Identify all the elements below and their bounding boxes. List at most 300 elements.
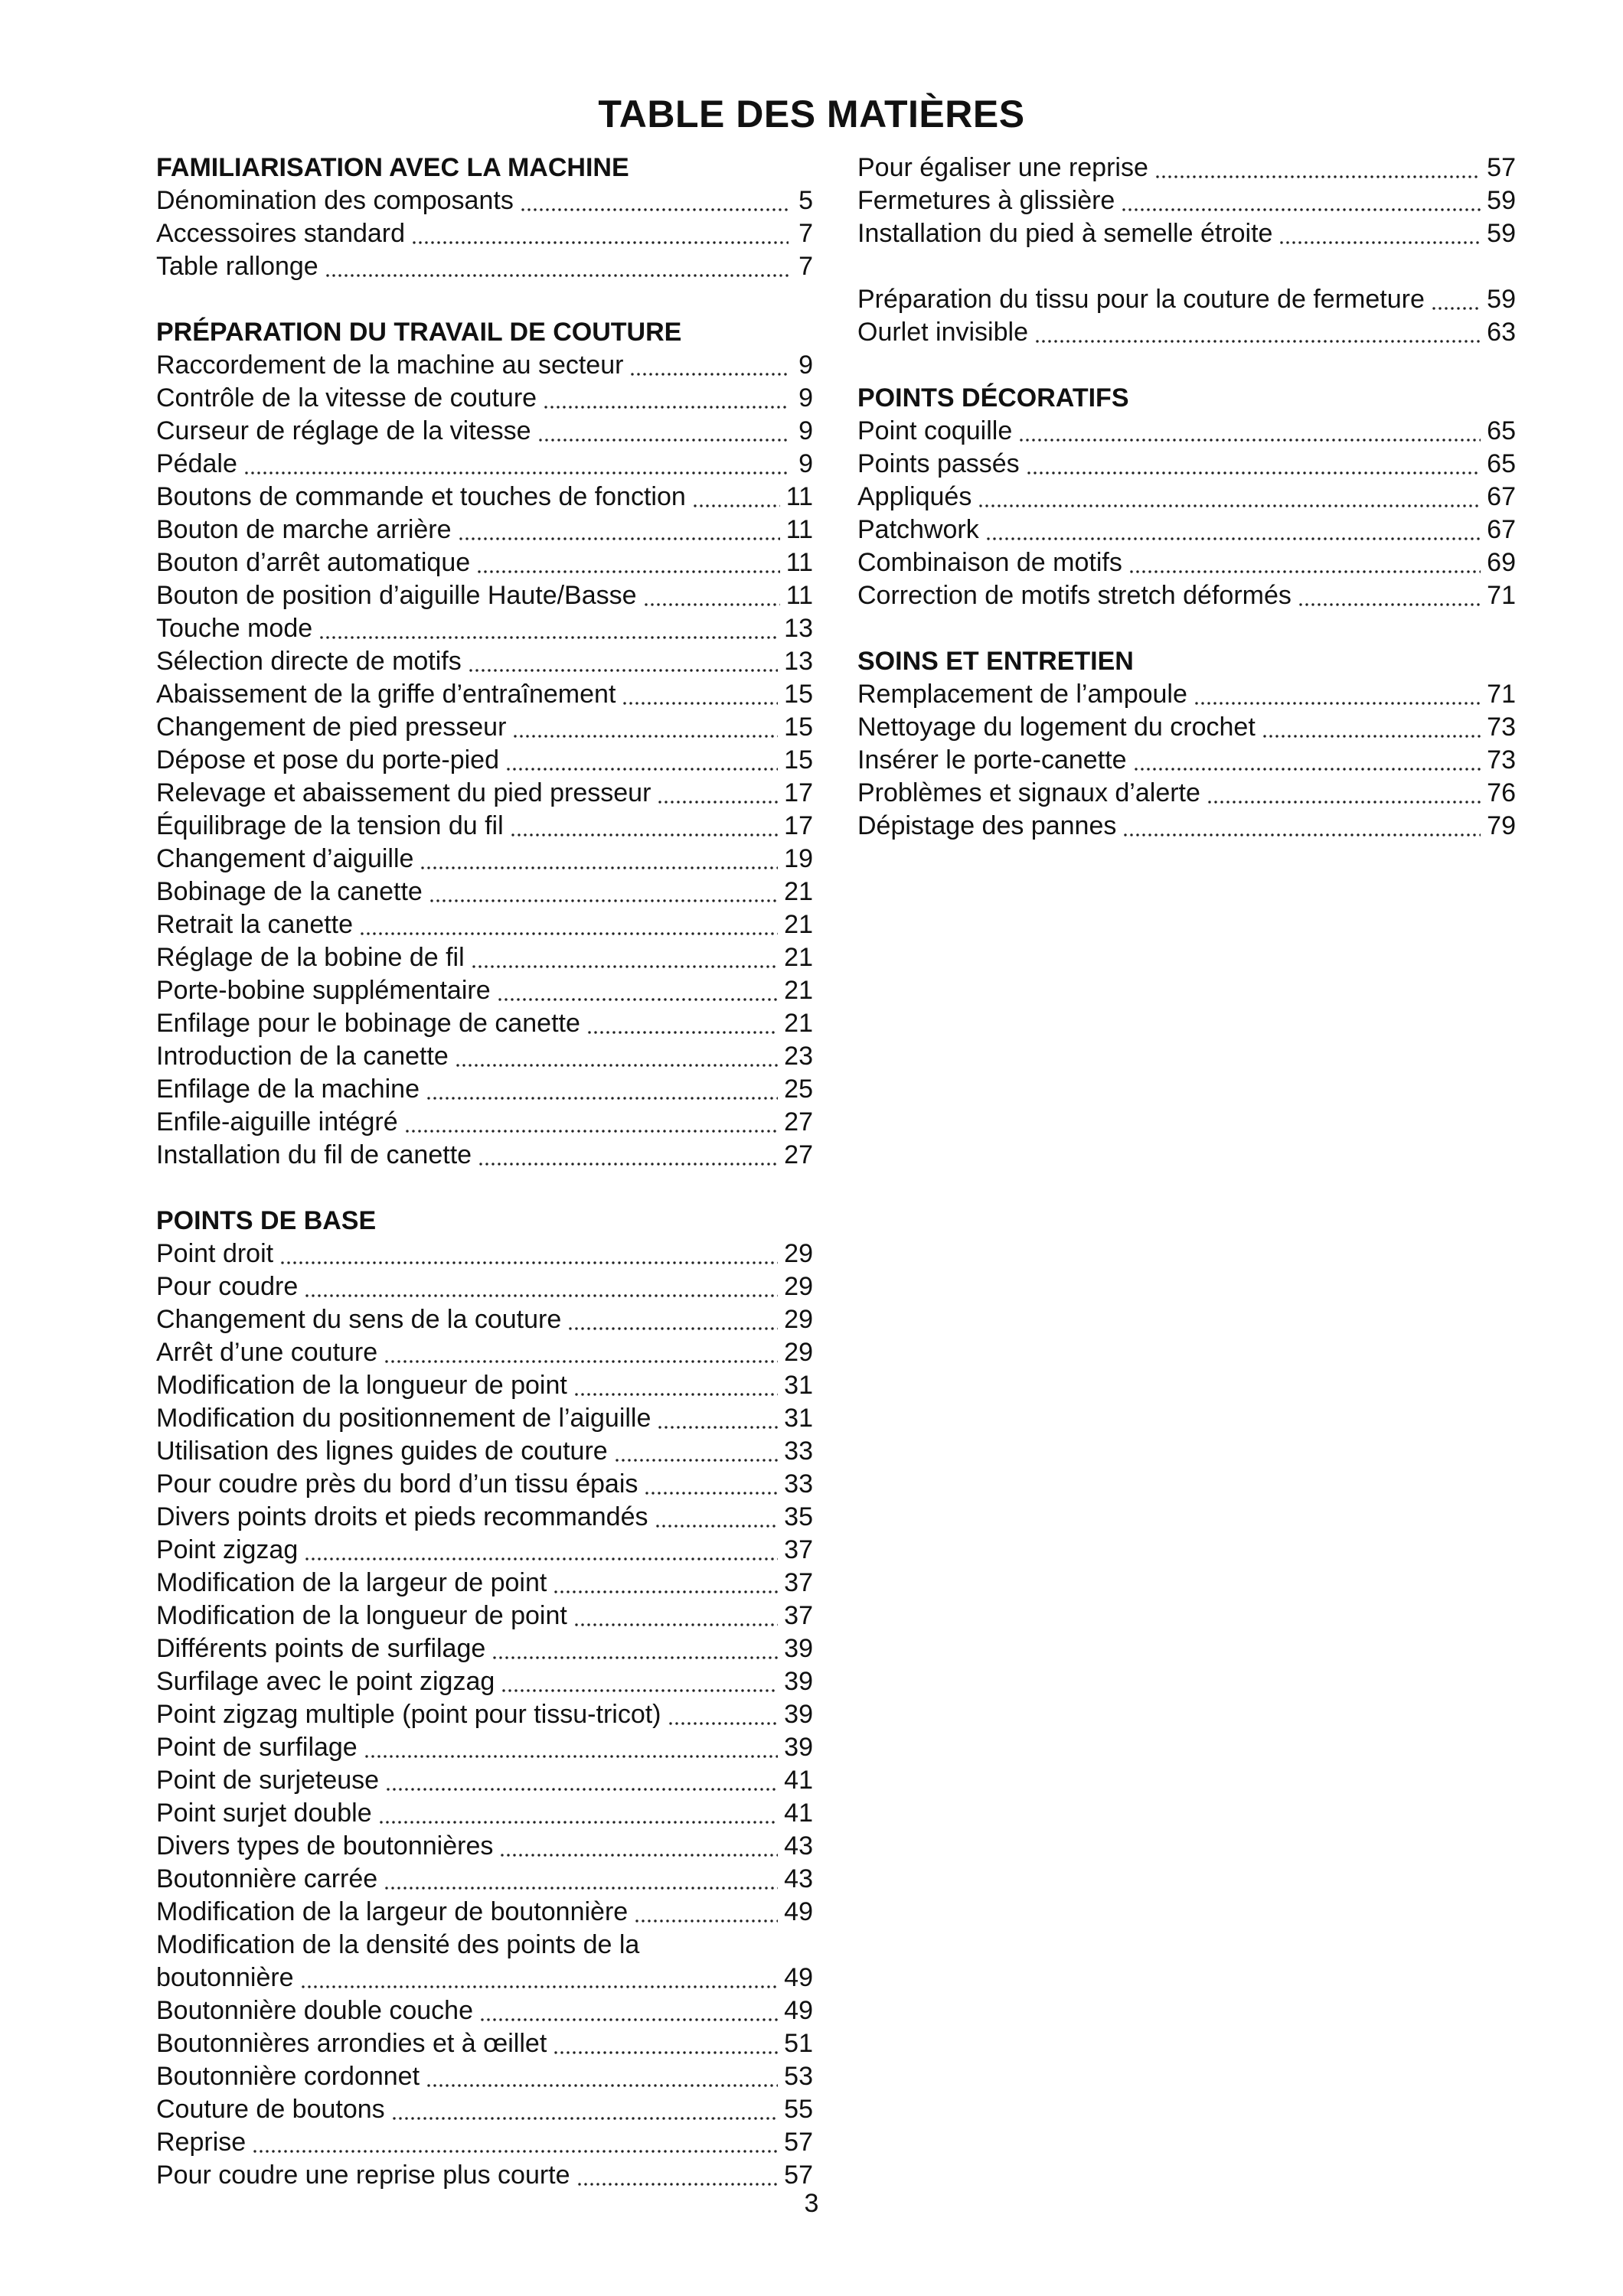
section-heading: POINTS DÉCORATIFS <box>857 383 1129 413</box>
dot-leader <box>1298 589 1481 612</box>
toc-entry-label: Accessoires standard <box>156 219 406 248</box>
page-title: TABLE DES MATIÈRES <box>598 93 1025 135</box>
dot-leader <box>491 1642 778 1665</box>
dot-leader <box>543 392 789 415</box>
toc-entry[interactable] <box>156 1863 813 1896</box>
toc-entry-label: Bouton de marche arrière <box>156 515 452 544</box>
section-heading: POINTS DE BASE <box>156 1206 377 1235</box>
dot-leader <box>300 1971 779 1994</box>
toc-entry-label: Divers types de boutonnières <box>156 1831 494 1861</box>
dot-leader <box>384 1346 778 1369</box>
toc-right-column <box>857 152 1516 843</box>
toc-entry-page: 39 <box>784 1634 813 1663</box>
toc-entry-page: 59 <box>1487 186 1516 215</box>
toc-entry-page: 17 <box>784 778 813 807</box>
toc-entry-label: Points passés <box>857 449 1020 478</box>
toc-entry-page: 29 <box>784 1239 813 1268</box>
toc-entry-page: 79 <box>1487 811 1516 840</box>
dot-leader <box>553 2037 778 2060</box>
toc-entry-label: Modification de la longueur de point <box>156 1601 567 1630</box>
toc-entry-label: Boutonnière carrée <box>156 1864 378 1893</box>
toc-entry-page: 15 <box>784 713 813 742</box>
dot-leader <box>471 951 779 974</box>
dot-leader <box>304 1280 778 1303</box>
toc-entry-label: Enfilage de la machine <box>156 1075 420 1104</box>
toc-section <box>857 382 1516 612</box>
toc-entry[interactable] <box>156 1665 813 1698</box>
toc-entry[interactable] <box>156 1962 813 1994</box>
toc-entry-page: 15 <box>784 745 813 775</box>
toc-entry[interactable] <box>857 283 1516 316</box>
toc-section <box>857 645 1516 843</box>
toc-entry[interactable] <box>857 152 1516 184</box>
dot-leader <box>512 721 778 744</box>
toc-entry-page: 37 <box>784 1535 813 1564</box>
toc-entry[interactable] <box>156 744 813 777</box>
toc-entry-page: 7 <box>798 219 813 248</box>
toc-entry-label: Point de surjeteuse <box>156 1766 380 1795</box>
toc-entry-page: 17 <box>784 811 813 840</box>
dot-leader <box>634 1906 778 1929</box>
toc-entry-page: 9 <box>798 351 813 380</box>
toc-entry-label: Divers points droits et pieds recommandés <box>156 1502 648 1531</box>
toc-entry-label: Table rallonge <box>156 252 318 281</box>
dot-leader <box>411 227 789 250</box>
toc-entry-label: Modification de la longueur de point <box>156 1371 567 1400</box>
toc-entry[interactable] <box>857 546 1516 579</box>
toc-entry[interactable] <box>156 250 813 283</box>
toc-entry-page: 9 <box>798 449 813 478</box>
toc-entry-label: Dénomination des composants <box>156 186 514 215</box>
toc-entry-label: Pédale <box>156 449 237 478</box>
toc-entry-label: Couture de boutons <box>156 2095 385 2124</box>
toc-entry[interactable] <box>156 1797 813 1830</box>
toc-entry-page: 7 <box>798 252 813 281</box>
dot-leader <box>243 458 789 481</box>
section-spacer <box>857 612 1516 645</box>
dot-leader <box>586 1017 778 1040</box>
toc-entry-page: 21 <box>784 943 813 972</box>
toc-entry-label: Point zigzag <box>156 1535 299 1564</box>
toc-entry[interactable] <box>857 711 1516 744</box>
dot-leader <box>1262 721 1481 744</box>
toc-entry-page: 41 <box>784 1799 813 1828</box>
toc-entry[interactable] <box>156 1073 813 1106</box>
toc-entry[interactable] <box>156 711 813 744</box>
dot-leader <box>1034 326 1481 349</box>
toc-entry[interactable] <box>156 1238 813 1270</box>
toc-entry-label: Point droit <box>156 1239 274 1268</box>
toc-entry-page: 57 <box>784 2128 813 2157</box>
dot-leader <box>622 688 778 711</box>
toc-entry-label: Différents points de surfilage <box>156 1634 486 1663</box>
toc-entry-label: Contrôle de la vitesse de couture <box>156 383 537 413</box>
toc-entry-label: Nettoyage du logement du crochet <box>857 713 1256 742</box>
toc-entry[interactable] <box>156 1402 813 1435</box>
toc-entry-page: 11 <box>785 482 813 511</box>
toc-entry-label: Dépistage des pannes <box>857 811 1117 840</box>
dot-leader <box>520 194 789 217</box>
dot-leader <box>1122 820 1481 843</box>
dot-leader <box>468 655 778 678</box>
toc-entry-label: Pour coudre une reprise plus courte <box>156 2161 570 2190</box>
toc-entry-label: Problèmes et signaux d’alerte <box>857 778 1200 807</box>
toc-entry-page: 23 <box>784 1042 813 1071</box>
toc-entry-page: 67 <box>1487 482 1516 511</box>
toc-entry-label: Dépose et pose du porte-pied <box>156 745 499 775</box>
dot-leader <box>643 589 780 612</box>
toc-entry-page: 49 <box>784 1963 813 1992</box>
toc-entry-label: Changement d’aiguille <box>156 844 414 873</box>
dot-leader <box>614 1445 778 1468</box>
dot-leader <box>668 1708 779 1731</box>
toc-entry-label: Équilibrage de la tension du fil <box>156 811 504 840</box>
dot-leader <box>537 425 789 448</box>
dot-leader <box>279 1247 778 1270</box>
page-number: 3 <box>804 2189 819 2218</box>
dot-leader <box>455 1050 778 1073</box>
toc-entry-page: 27 <box>784 1140 813 1169</box>
toc-entry[interactable] <box>857 777 1516 810</box>
toc-entry-page: 9 <box>798 383 813 413</box>
toc-entry-page: 11 <box>785 581 813 610</box>
toc-entry[interactable] <box>156 1270 813 1303</box>
toc-entry-label: Ourlet invisible <box>857 318 1028 347</box>
toc-entry-page: 35 <box>784 1502 813 1531</box>
toc-entry[interactable] <box>857 481 1516 514</box>
toc-entry-page: 33 <box>784 1469 813 1499</box>
toc-entry-label: Changement de pied presseur <box>156 713 507 742</box>
toc-entry[interactable] <box>857 579 1516 612</box>
toc-entry[interactable] <box>156 1468 813 1501</box>
dot-leader <box>478 1149 778 1172</box>
toc-entry[interactable] <box>156 2093 813 2126</box>
dot-leader <box>391 2103 779 2126</box>
toc-entry[interactable] <box>156 810 813 843</box>
dot-leader <box>573 1379 778 1402</box>
toc-entry[interactable] <box>156 1040 813 1073</box>
toc-entry-page: 57 <box>784 2161 813 2190</box>
toc-entry[interactable] <box>156 448 813 481</box>
toc-entry[interactable] <box>156 2027 813 2060</box>
toc-entry[interactable] <box>156 546 813 579</box>
toc-entry-page: 59 <box>1487 285 1516 314</box>
section-heading: PRÉPARATION DU TRAVAIL DE COUTURE <box>156 318 682 347</box>
toc-entry[interactable] <box>156 1698 813 1731</box>
toc-entry[interactable] <box>857 744 1516 777</box>
toc-entry-page: 73 <box>1487 713 1516 742</box>
dot-leader <box>1121 194 1481 217</box>
toc-entry[interactable] <box>156 217 813 250</box>
toc-entry-label: Installation du pied à semelle étroite <box>857 219 1273 248</box>
section-spacer <box>156 283 813 316</box>
toc-entry-page: 71 <box>1487 680 1516 709</box>
toc-entry-page: 11 <box>785 548 813 577</box>
toc-entry-page: 37 <box>784 1601 813 1630</box>
toc-entry-label: Remplacement de l’ampoule <box>857 680 1187 709</box>
toc-entry-page: 37 <box>784 1568 813 1597</box>
toc-entry[interactable] <box>156 1336 813 1369</box>
toc-entry[interactable] <box>156 1369 813 1402</box>
toc-entry-page: 19 <box>784 844 813 873</box>
toc-entry-page: 49 <box>784 1996 813 2025</box>
toc-entry-label: Sélection directe de motifs <box>156 647 462 676</box>
toc-section <box>156 316 813 1172</box>
toc-entry-label: Bouton d’arrêt automatique <box>156 548 471 577</box>
toc-entry-label: Pour coudre près du bord d’un tissu épais <box>156 1469 638 1499</box>
dot-leader <box>657 1412 778 1435</box>
dot-leader <box>1128 556 1481 579</box>
toc-entry-page: 15 <box>784 680 813 709</box>
toc-entry-page: 51 <box>784 2029 813 2058</box>
toc-entry-label: Pour égaliser une reprise <box>857 153 1148 182</box>
toc-entry-label: Boutonnières arrondies et à œillet <box>156 2029 547 2058</box>
toc-entry[interactable] <box>156 843 813 876</box>
toc-entry[interactable] <box>857 415 1516 448</box>
dot-leader <box>404 1116 779 1139</box>
toc-entry[interactable] <box>156 1007 813 1040</box>
dot-leader <box>505 754 778 777</box>
toc-entry-label: Point zigzag multiple (point pour tissu-tricot) <box>156 1700 661 1729</box>
toc-entry-page: 5 <box>798 186 813 215</box>
dot-leader <box>1207 787 1481 810</box>
toc-entry-page: 55 <box>784 2095 813 2124</box>
toc-entry[interactable] <box>156 481 813 514</box>
toc-entry[interactable] <box>156 2159 813 2192</box>
toc-entry-page: 9 <box>798 416 813 445</box>
toc-entry-page: 31 <box>784 1371 813 1400</box>
toc-entry-label: Changement du sens de la couture <box>156 1305 562 1334</box>
dot-leader <box>479 2004 778 2027</box>
toc-entry[interactable] <box>156 1139 813 1172</box>
toc-entry-page: 21 <box>784 877 813 906</box>
toc-entry-label: Reprise <box>156 2128 247 2157</box>
toc-entry-page: 29 <box>784 1272 813 1301</box>
toc-entry-page: 67 <box>1487 515 1516 544</box>
toc-entry-page: 63 <box>1487 318 1516 347</box>
dot-leader <box>657 787 778 810</box>
toc-entry-page: 73 <box>1487 745 1516 775</box>
toc-entry-label: boutonnière <box>156 1963 294 1992</box>
toc-entry-label: Curseur de réglage de la vitesse <box>156 416 531 445</box>
dot-leader <box>252 2136 778 2159</box>
dot-leader <box>476 556 780 579</box>
toc-entry[interactable] <box>156 2126 813 2159</box>
dot-leader <box>1154 161 1481 184</box>
toc-entry-page: 53 <box>784 2062 813 2091</box>
toc-entry[interactable] <box>156 1435 813 1468</box>
toc-entry-page: 71 <box>1487 581 1516 610</box>
toc-entry-label: Pour coudre <box>156 1272 299 1301</box>
toc-entry-page: 49 <box>784 1897 813 1926</box>
toc-entry-label: Combinaison de motifs <box>857 548 1122 577</box>
dot-leader <box>426 2070 778 2093</box>
dot-leader <box>644 1478 778 1501</box>
toc-entry[interactable] <box>156 1303 813 1336</box>
dot-leader <box>1431 293 1481 316</box>
toc-entry[interactable] <box>156 1567 813 1600</box>
toc-section <box>857 152 1516 250</box>
toc-entry[interactable] <box>857 678 1516 711</box>
toc-entry-page: 29 <box>784 1305 813 1334</box>
dot-leader <box>420 853 778 876</box>
toc-entry[interactable] <box>857 514 1516 546</box>
dot-leader <box>510 820 779 843</box>
toc-entry-page: 43 <box>784 1831 813 1861</box>
dot-leader <box>567 1313 778 1336</box>
toc-entry-label: Préparation du tissu pour la couture de fermeture <box>857 285 1425 314</box>
toc-entry[interactable] <box>156 382 813 415</box>
toc-entry[interactable] <box>857 448 1516 481</box>
toc-entry-page: 27 <box>784 1107 813 1137</box>
toc-entry-label: Bouton de position d’aiguille Haute/Basse <box>156 581 637 610</box>
toc-entry[interactable] <box>156 612 813 645</box>
toc-entry-page: 39 <box>784 1733 813 1762</box>
toc-entry-page: 43 <box>784 1864 813 1893</box>
toc-entry-label: Modification du positionnement de l’aiguille <box>156 1404 651 1433</box>
dot-leader <box>458 523 780 546</box>
toc-entry-label: Modification de la largeur de point <box>156 1568 547 1597</box>
toc-entry-label: Patchwork <box>857 515 979 544</box>
toc-entry-page: 21 <box>784 976 813 1005</box>
toc-entry-label: Point coquille <box>857 416 1013 445</box>
toc-entry[interactable] <box>156 579 813 612</box>
toc-entry[interactable] <box>156 1896 813 1929</box>
toc-entry-page: 39 <box>784 1667 813 1696</box>
toc-entry-label: Raccordement de la machine au secteur <box>156 351 624 380</box>
toc-entry[interactable] <box>156 645 813 678</box>
toc-entry-page: 29 <box>784 1338 813 1367</box>
toc-left-column <box>156 152 813 2192</box>
toc-entry-page: 41 <box>784 1766 813 1795</box>
dot-leader <box>978 491 1481 514</box>
dot-leader <box>553 1577 778 1600</box>
toc-entry[interactable] <box>156 1830 813 1863</box>
toc-entry[interactable] <box>156 1534 813 1567</box>
dot-leader <box>1278 227 1481 250</box>
toc-entry[interactable] <box>156 1994 813 2027</box>
dot-leader <box>364 1741 778 1764</box>
dot-leader <box>429 885 778 908</box>
section-spacer <box>156 1172 813 1205</box>
toc-entry-label: Porte-bobine supplémentaire <box>156 976 491 1005</box>
toc-entry-page: 13 <box>784 614 813 643</box>
toc-entry[interactable] <box>857 810 1516 843</box>
toc-entry-label: Point surjet double <box>156 1799 372 1828</box>
toc-entry-label: Insérer le porte-canette <box>857 745 1127 775</box>
toc-entry[interactable] <box>156 974 813 1007</box>
dot-leader <box>426 1083 778 1106</box>
toc-entry-page: 13 <box>784 647 813 676</box>
toc-entry-label: Point de surfilage <box>156 1733 358 1762</box>
dot-leader <box>1194 688 1481 711</box>
toc-entry-label: Correction de motifs stretch déformés <box>857 581 1292 610</box>
toc-entry[interactable] <box>156 349 813 382</box>
toc-entry-page: 25 <box>784 1075 813 1104</box>
toc-entry[interactable] <box>156 415 813 448</box>
section-heading: SOINS ET ENTRETIEN <box>857 647 1134 676</box>
toc-entry-page: 65 <box>1487 416 1516 445</box>
dot-leader <box>359 918 778 941</box>
dot-leader <box>325 260 789 283</box>
toc-entry-label: Installation du fil de canette <box>156 1140 472 1169</box>
toc-entry[interactable] <box>156 777 813 810</box>
toc-entry-label: Retrait la canette <box>156 910 354 939</box>
toc-entry-page: 65 <box>1487 449 1516 478</box>
dot-leader <box>985 523 1481 546</box>
toc-entry-page: 59 <box>1487 219 1516 248</box>
toc-entry-label: Réglage de la bobine de fil <box>156 943 465 972</box>
toc-entry[interactable] <box>156 1106 813 1139</box>
toc-entry[interactable] <box>156 514 813 546</box>
dot-leader <box>501 1675 778 1698</box>
toc-entry-label: Arrêt d’une couture <box>156 1338 378 1367</box>
toc-entry-label: Boutonnière cordonnet <box>156 2062 420 2091</box>
section-spacer <box>857 250 1516 283</box>
toc-entry-page: 31 <box>784 1404 813 1433</box>
dot-leader <box>655 1511 779 1534</box>
toc-entry[interactable] <box>156 1600 813 1632</box>
section-spacer <box>857 349 1516 382</box>
dot-leader <box>384 1873 778 1896</box>
toc-entry[interactable] <box>857 316 1516 349</box>
toc-entry-label: Utilisation des lignes guides de couture <box>156 1437 608 1466</box>
toc-entry[interactable] <box>857 217 1516 250</box>
dot-leader <box>629 359 789 382</box>
toc-entry-label-line: Modification de la densité des points de la <box>156 1930 640 1959</box>
toc-entry-label: Boutonnière double couche <box>156 1996 473 2025</box>
dot-leader <box>385 1774 778 1797</box>
toc-entry-page: 57 <box>1487 153 1516 182</box>
toc-entry[interactable] <box>156 876 813 908</box>
toc-entry[interactable] <box>156 1731 813 1764</box>
toc-entry[interactable] <box>156 2060 813 2093</box>
toc-entry[interactable] <box>156 1632 813 1665</box>
toc-entry-page: 21 <box>784 910 813 939</box>
toc-entry[interactable] <box>156 1501 813 1534</box>
toc-entry-label: Introduction de la canette <box>156 1042 449 1071</box>
toc-entry-page: 39 <box>784 1700 813 1729</box>
toc-entry[interactable] <box>156 908 813 941</box>
toc-entry[interactable] <box>156 941 813 974</box>
toc-entry-label: Fermetures à glissière <box>857 186 1115 215</box>
toc-entry-label: Bobinage de la canette <box>156 877 423 906</box>
toc-entry-label: Modification de la largeur de boutonnière <box>156 1897 629 1926</box>
toc-entry-page: 21 <box>784 1009 813 1038</box>
toc-section <box>857 283 1516 349</box>
toc-entry-page: 33 <box>784 1437 813 1466</box>
toc-entry-label: Appliqués <box>857 482 972 511</box>
dot-leader <box>692 491 780 514</box>
dot-leader <box>497 984 779 1007</box>
toc-section <box>156 1205 813 2192</box>
toc-entry[interactable] <box>156 184 813 217</box>
dot-leader <box>318 622 778 645</box>
toc-entry-page: 69 <box>1487 548 1516 577</box>
toc-entry[interactable] <box>156 1764 813 1797</box>
toc-entry[interactable] <box>857 184 1516 217</box>
toc-entry[interactable] <box>156 678 813 711</box>
toc-entry-label: Enfile-aiguille intégré <box>156 1107 398 1137</box>
toc-entry-label: Relevage et abaissement du pied presseur <box>156 778 651 807</box>
toc-entry-label: Enfilage pour le bobinage de canette <box>156 1009 580 1038</box>
section-heading: FAMILIARISATION AVEC LA MACHINE <box>156 153 629 182</box>
toc-entry-page: 76 <box>1487 778 1516 807</box>
dot-leader <box>1133 754 1481 777</box>
toc-entry-label: Boutons de commande et touches de fonction <box>156 482 686 511</box>
dot-leader <box>304 1544 778 1567</box>
toc-entry-page: 11 <box>785 515 813 544</box>
